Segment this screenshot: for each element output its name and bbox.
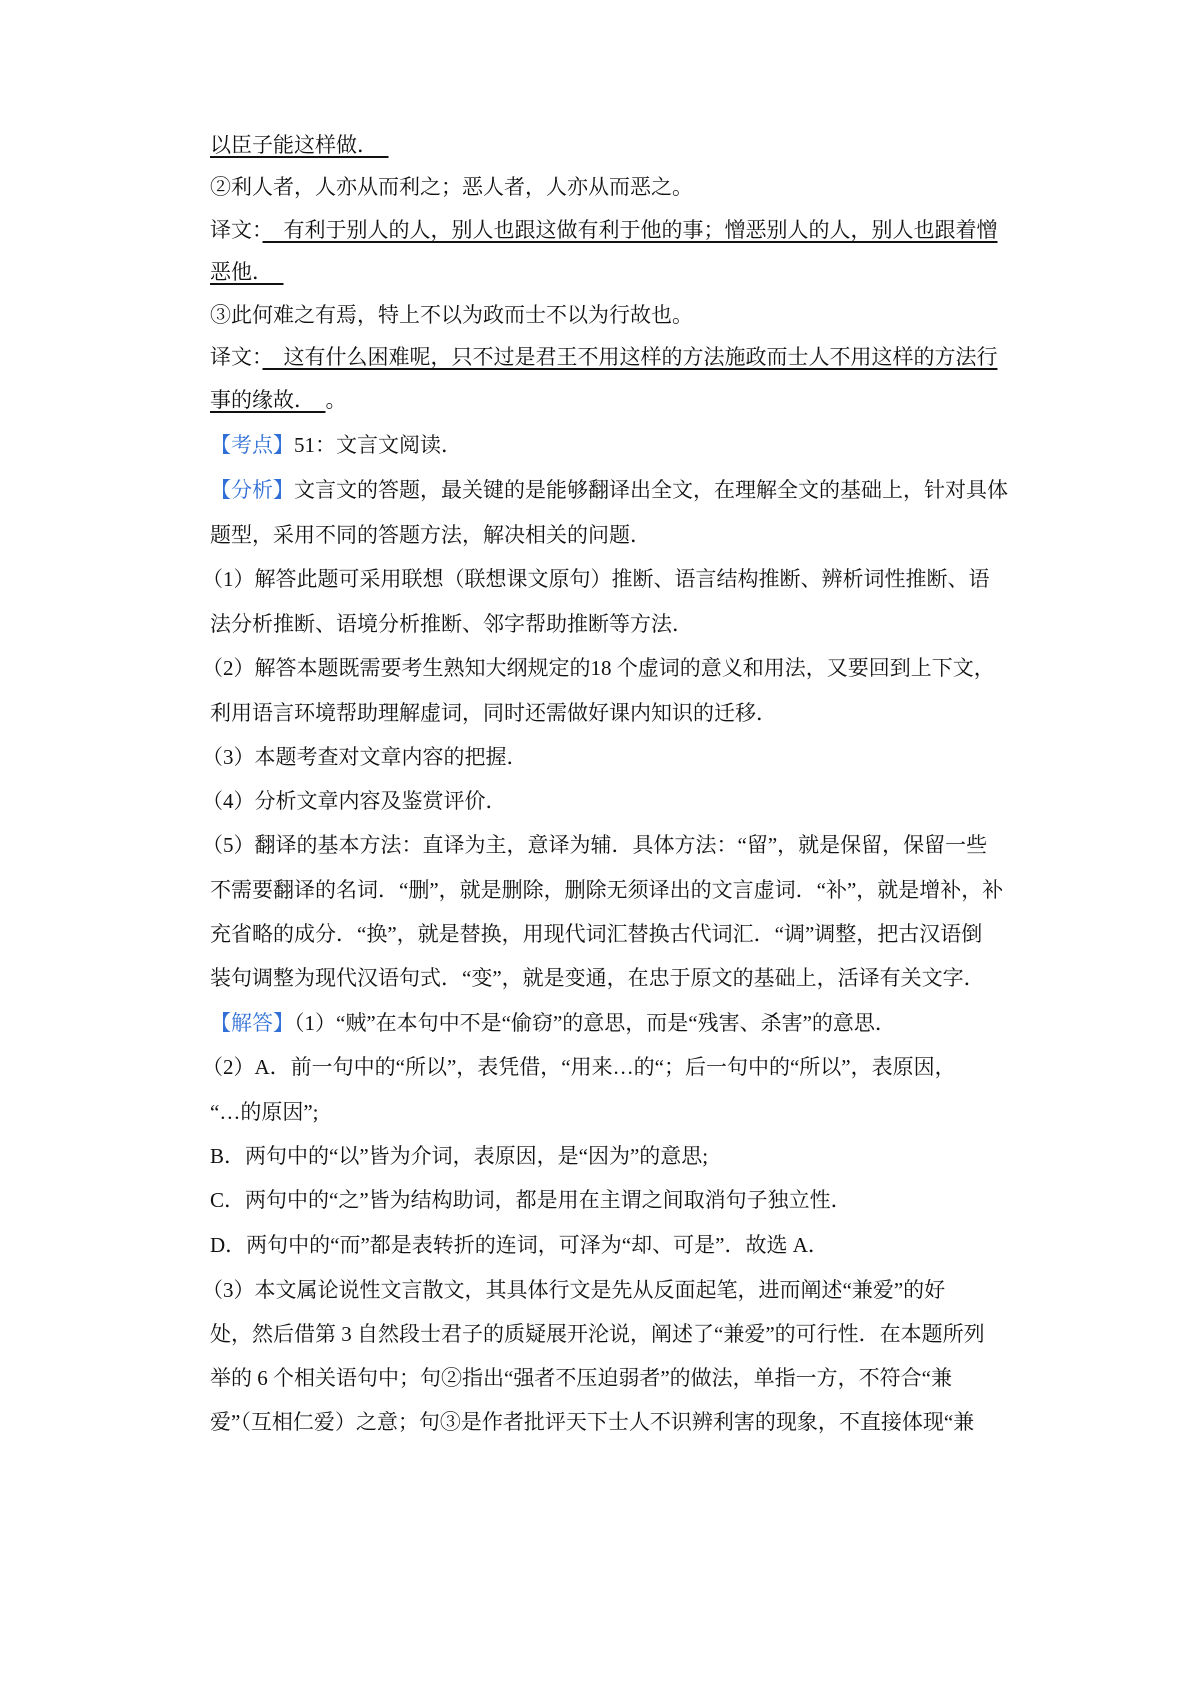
paragraph-text: （5）翻译的基本方法：直译为主，意译为辅．具体方法：“留”，就是保留，保留一些 <box>202 833 988 857</box>
text-line <box>210 386 1030 414</box>
text-line <box>210 1009 1030 1037</box>
text-line <box>210 1098 1030 1126</box>
paragraph-text: 爱”（互相仁爱）之意；句③是作者批评天下士人不识辨利害的现象，不直接体现“兼 <box>210 1410 975 1434</box>
trailing-punctuation: 。 <box>325 388 347 412</box>
section-tag: 【解答】 <box>210 1011 294 1035</box>
text-line <box>210 699 1030 727</box>
paragraph-text: 不需要翻译的名词．“删”，就是删除，删除无须译出的文言虚词．“补”，就是增补，补 <box>210 878 1004 902</box>
text-line <box>210 216 1030 244</box>
paragraph-text: ②利人者，人亦从而利之；恶人者，人亦从而恶之。 <box>210 175 693 199</box>
text-line <box>202 1276 1022 1304</box>
paragraph-text: （2）解答本题既需要考生熟知大纲规定的18 个虚词的意义和用法，又要回到上下文， <box>202 656 995 680</box>
section-tag: 【分析】 <box>210 478 294 502</box>
text-line <box>210 1186 1030 1214</box>
paragraph-text: 题型，采用不同的答题方法，解决相关的问题． <box>210 523 651 547</box>
section-tag: 【考点】 <box>210 433 294 457</box>
text-line <box>210 258 1030 286</box>
paragraph-text: （4）分析文章内容及鉴赏评价． <box>202 789 507 813</box>
text-line <box>210 876 1030 904</box>
text-line <box>210 476 1030 504</box>
paragraph-text: （1）解答此题可采用联想（联想课文原句）推断、语言结构推断、辨析词性推断、语 <box>202 567 990 591</box>
section-text: 51：文言文阅读． <box>294 433 462 457</box>
text-line <box>210 173 1030 201</box>
text-line <box>210 920 1030 948</box>
text-line <box>210 343 1030 371</box>
paragraph-text: B．两句中的“以”皆为介词，表原因，是“因为”的意思; <box>210 1144 709 1168</box>
text-line <box>210 431 1030 459</box>
paragraph-text: “…的原因”; <box>210 1100 319 1124</box>
text-line <box>202 787 1022 815</box>
text-line <box>202 831 1022 859</box>
paragraph-text: 利用语言环境帮助理解虚词，同时还需做好课内知识的迁移． <box>210 701 777 725</box>
section-text: 文言文的答题，最关键的是能够翻译出全文，在理解全文的基础上，针对具体 <box>294 478 1008 502</box>
underlined-text: 事的缘故． <box>210 388 326 412</box>
section-text: （1）“贼”在本句中不是“偷窃”的意思，而是“残害、杀害”的意思． <box>294 1011 896 1035</box>
text-line <box>210 1408 1030 1436</box>
text-line <box>210 610 1030 638</box>
underlined-text: 以臣子能这样做． <box>210 133 389 157</box>
text-line <box>210 301 1030 329</box>
paragraph-text: （2）A．前一句中的“所以”，表凭借，“用来…的“；后一句中的“所以”，表原因， <box>202 1055 956 1079</box>
paragraph-text: D．两句中的“而”都是表转折的连词，可泽为“却、可是”．故选 A． <box>210 1233 829 1257</box>
text-line <box>210 131 1030 159</box>
text-line <box>202 1053 1022 1081</box>
paragraph-text: ③此何难之有焉，特上不以为政而士不以为行故也。 <box>210 303 693 327</box>
paragraph-text: （3）本题考查对文章内容的把握． <box>202 745 528 769</box>
paragraph-text: 装句调整为现代汉语句式．“变”，就是变通，在忠于原文的基础上，活译有关文字． <box>210 966 985 990</box>
text-line <box>202 654 1022 682</box>
text-line <box>210 1320 1030 1348</box>
paragraph-text: C．两句中的“之”皆为结构助词，都是用在主谓之间取消句子独立性． <box>210 1188 852 1212</box>
paragraph-text: 充省略的成分．“换”，就是替换，用现代词汇替换古代词汇．“调”调整，把古汉语倒 <box>210 922 983 946</box>
paragraph-text: 法分析推断、语境分析推断、邻字帮助推断等方法． <box>210 612 693 636</box>
text-line <box>210 1231 1030 1259</box>
text-line <box>202 743 1022 771</box>
translation-label: 译文： <box>210 345 263 369</box>
underlined-text: 恶他． <box>210 260 284 284</box>
text-line <box>202 565 1022 593</box>
translation-text: 有利于别人的人，别人也跟这做有利于他的事；憎恶别人的人，别人也跟着憎 <box>262 218 998 242</box>
paragraph-text: 处，然后借第 3 自然段士君子的质疑展开沦说，阐述了“兼爱”的可行性．在本题所列 <box>210 1322 985 1346</box>
translation-label: 译文： <box>210 218 263 242</box>
text-line <box>210 964 1030 992</box>
text-line <box>210 521 1030 549</box>
translation-text: 这有什么困难呢，只不过是君王不用这样的方法施政而士人不用这样的方法行 <box>262 345 998 369</box>
text-line <box>210 1142 1030 1170</box>
paragraph-text: 举的 6 个相关语句中；句②指出“强者不压迫弱者”的做法，单指一方，不符合“兼 <box>210 1366 952 1390</box>
paragraph-text: （3）本文属论说性文言散文，其具体行文是先从反面起笔，进而阐述“兼爱”的好 <box>202 1278 946 1302</box>
text-line <box>210 1364 1030 1392</box>
